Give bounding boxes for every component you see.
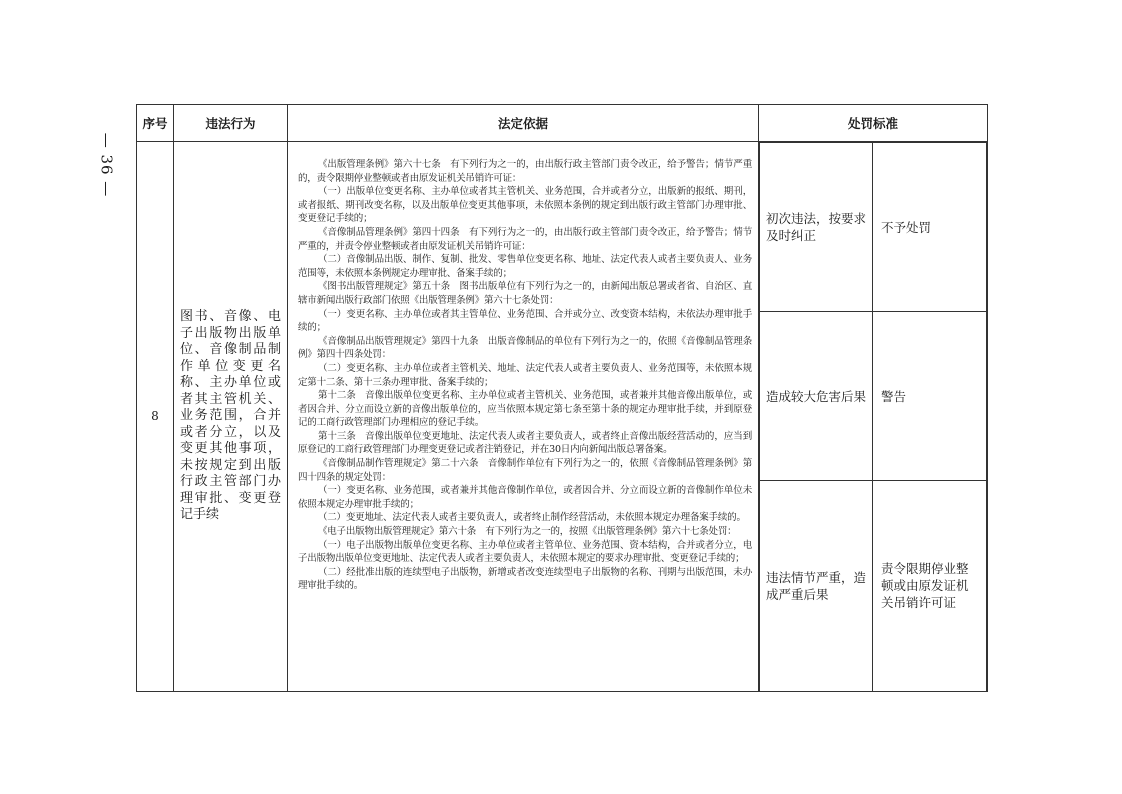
basis-paragraph: 《电子出版物出版管理规定》第六十条 有下列行为之一的，按照《出版管理条例》第六十七条处罚： bbox=[317, 526, 737, 538]
penalty-row bbox=[760, 481, 987, 691]
row-seq: 8 bbox=[137, 142, 174, 692]
basis-paragraph: （二）音像制品出版、制作、复制、批发、零售单位变更名称、地址、法定代表人或者主要负责人、业务范围等，未依照本条例规定办理审批、备案手续的； bbox=[298, 254, 752, 279]
header-basis: 法定依据 bbox=[288, 105, 759, 142]
basis-paragraph: 第十三条 音像出版单位变更地址、法定代表人或者主要负责人，或者终止音像出版经营活动的，应当到原登记的工商行政管理部门办理变更登记或者注销登记，并在30日内向新闻出版总署备案。 bbox=[298, 430, 752, 456]
basis-paragraph: （一）变更名称、业务范围，或者兼并其他音像制作单位，或者因合并、分立而设立新的音像制作单位未依照本规定办理审批手续的； bbox=[298, 485, 752, 510]
basis-paragraph: 《音像制品出版管理规定》第四十九条 出版音像制品的单位有下列行为之一的，依照《音像制品管理条例》第四十四条处罚： bbox=[298, 335, 752, 361]
basis-paragraph: （二）经批准出版的连续型电子出版物，新增或者改变连续型电子出版物的名称、刊期与出版范围，未办理审批手续的。 bbox=[298, 566, 752, 592]
legal-basis-text bbox=[288, 142, 758, 593]
basis-paragraph: （二）变更名称、主办单位或者主管机关、地址、法定代表人或者主要负责人、业务范围等，未依照本规定第十二条、第十三条办理审批、备案手续的； bbox=[298, 362, 752, 388]
header-seq: 序号 bbox=[137, 105, 174, 142]
penalty-standard: 警告 bbox=[873, 312, 987, 481]
row-violation: 图书、音像、电子出版物出版单位、音像制品制作单位变更名称、主办单位或者其主管机关、业务范围，合并或者分立，以及变更其他事项，未按规定到出版行政主管部门办理审批、变更登记手续 bbox=[174, 142, 288, 692]
basis-paragraph: （一）变更名称、主办单位或者其主管单位、业务范围、合并或分立、改变资本结构，未依法办理审批手续的； bbox=[298, 308, 752, 334]
penalty-standard: 责令限期停业整顿或由原发证机关吊销许可证 bbox=[873, 481, 987, 691]
penalty-condition: 初次违法，按要求及时纠正 bbox=[760, 143, 873, 312]
header-penalty: 处罚标准 bbox=[759, 105, 988, 142]
row-penalty-standards bbox=[759, 142, 988, 692]
penalty-condition: 造成较大危害后果 bbox=[760, 312, 873, 481]
basis-paragraph: （一）出版单位变更名称、主办单位或者其主管机关、业务范围，合并或者分立，出版新的报纸、期刊，或者报纸、期刊改变名称，以及出版单位变更其他事项，未依照本条例的规定到出版行政主管部门办理审批、变更登记手续的； bbox=[298, 186, 752, 225]
penalty-table bbox=[136, 104, 988, 692]
row-legal-basis bbox=[288, 142, 759, 692]
penalty-row bbox=[760, 312, 987, 481]
penalty-standard: 不予处罚 bbox=[873, 143, 987, 312]
page-number-text: — 36 — bbox=[97, 132, 115, 198]
basis-paragraph: （二）变更地址、法定代表人或者主要负责人，或者终止制作经营活动，未依照本规定办理备案手续的。 bbox=[317, 512, 746, 524]
penalty-row bbox=[760, 143, 987, 312]
page-number bbox=[92, 110, 120, 220]
header-row bbox=[137, 105, 988, 142]
basis-paragraph: （一）电子出版物出版单位变更名称、主办单位或者主管单位、业务范围、资本结构，合并或者分立，电子出版物出版单位变更地址、法定代表人或者主要负责人，未依照本规定的要求办理审批、变更登记手续的； bbox=[298, 539, 752, 565]
header-act: 违法行为 bbox=[174, 105, 288, 142]
penalty-condition: 违法情节严重，造成严重后果 bbox=[760, 481, 873, 691]
penalty-grid bbox=[759, 142, 987, 691]
basis-paragraph: 《图书出版管理规定》第五十条 图书出版单位有下列行为之一的，由新闻出版总署或者省、自治区、直辖市新闻出版行政部门依照《出版管理条例》第六十七条处罚： bbox=[298, 281, 752, 306]
basis-paragraph: 《出版管理条例》第六十七条 有下列行为之一的，由出版行政主管部门责令改正，给予警告；情节严重的，责令限期停业整顿或者由原发证机关吊销许可证： bbox=[298, 159, 752, 184]
basis-paragraph: 《音像制品制作管理规定》第二十六条 音像制作单位有下列行为之一的，依照《音像制品管理条例》第四十四条的规定处罚： bbox=[298, 458, 752, 483]
basis-paragraph: 第十二条 音像出版单位变更名称、主办单位或者主管机关、业务范围，或者兼并其他音像出版单位，或者因合并、分立而设立新的音像出版单位的，应当依照本规定第七条至第十条的规定办理审批手续，并到原登记的工商行政管理部门办理相应的登记手续。 bbox=[298, 390, 752, 429]
basis-paragraph: 《音像制品管理条例》第四十四条 有下列行为之一的，由出版行政主管部门责令改正，给予警告；情节严重的，并责令停业整顿或者由原发证机关吊销许可证： bbox=[298, 226, 752, 252]
table-row bbox=[137, 142, 988, 692]
